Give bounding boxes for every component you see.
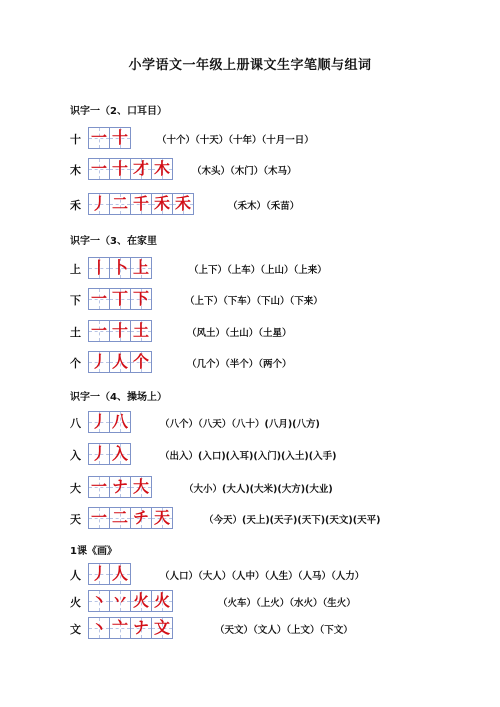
word-combinations: （风土）（土山）（土星） <box>187 328 292 339</box>
stroke-cell: 禾 <box>172 193 194 215</box>
character-label: 八 <box>70 417 81 430</box>
stroke-cell: 木 <box>151 158 173 180</box>
character-label: 木 <box>70 164 81 177</box>
stroke-cell: 一 <box>88 320 110 342</box>
word-combinations: （八个）（八天）（八十）(八月)(八方) <box>160 419 320 430</box>
stroke-cell: 才 <box>130 158 152 180</box>
char-row-xia <box>0 288 500 310</box>
character-label: 十 <box>70 133 81 146</box>
stroke-cell: 丿 <box>88 193 110 215</box>
stroke-cell: 上 <box>130 257 152 279</box>
char-row-ge <box>0 351 500 373</box>
stroke-cell: 人 <box>109 351 131 373</box>
stroke-order-grid <box>88 590 172 612</box>
section-heading-hua: 1课《画》 <box>70 546 117 557</box>
word-combinations: （火车）（上火）（水火）（生火） <box>218 598 356 609</box>
char-row-ru <box>0 443 500 465</box>
stroke-order-grid <box>88 320 151 342</box>
section-heading-cao-chang-shang: 识字一（4、操场上） <box>70 392 167 403</box>
word-combinations: （上下）（上车）（上山）（上来） <box>189 265 327 276</box>
char-row-tian <box>0 507 500 529</box>
word-combinations: （今天）(天上)(天子)(天下)(天文)(天平) <box>204 515 381 526</box>
stroke-cell: 人 <box>109 563 131 585</box>
stroke-order-grid <box>88 257 151 279</box>
character-label: 上 <box>70 263 81 276</box>
character-label: 火 <box>70 596 81 609</box>
stroke-cell: 千 <box>130 193 152 215</box>
stroke-cell: 丶 <box>88 617 110 639</box>
character-label: 大 <box>70 482 81 495</box>
char-row-shi <box>0 127 500 149</box>
stroke-order-grid <box>88 443 130 465</box>
char-row-wen <box>0 617 500 639</box>
stroke-cell: 一 <box>88 476 110 498</box>
stroke-cell: 一 <box>88 507 110 529</box>
stroke-cell: 火 <box>151 590 173 612</box>
char-row-ren <box>0 563 500 585</box>
word-combinations: （木头）（木门）（木马） <box>192 166 297 177</box>
stroke-cell: 一 <box>88 158 110 180</box>
character-label: 文 <box>70 623 81 636</box>
stroke-cell: 卜 <box>109 257 131 279</box>
stroke-cell: 丿 <box>88 351 110 373</box>
stroke-cell: 丿 <box>88 563 110 585</box>
stroke-cell: 丿 <box>88 411 110 433</box>
stroke-cell: 入 <box>109 443 131 465</box>
stroke-cell: 八 <box>109 411 131 433</box>
stroke-cell: 个 <box>130 351 152 373</box>
word-combinations: （大小）(大人)(大米)(大方)(大业) <box>184 484 333 495</box>
stroke-cell: 一 <box>88 127 110 149</box>
word-combinations: （禾木）（禾苗） <box>228 201 300 212</box>
stroke-order-grid <box>88 158 172 180</box>
section-heading-zai-jia-li: 识字一（3、在家里 <box>70 236 157 247</box>
stroke-cell: 天 <box>151 507 173 529</box>
stroke-cell: 丶 <box>88 590 110 612</box>
stroke-order-grid <box>88 411 130 433</box>
character-label: 土 <box>70 326 81 339</box>
word-combinations: （天文）（文人）（上文）（下文） <box>215 625 353 636</box>
stroke-order-grid <box>88 507 172 529</box>
stroke-order-grid <box>88 351 151 373</box>
section-heading-kou-er-mu: 识字一（2、口耳目） <box>70 106 167 117</box>
char-row-mu <box>0 158 500 180</box>
stroke-order-grid <box>88 563 130 585</box>
character-label: 个 <box>70 357 81 370</box>
stroke-cell: 十 <box>109 158 131 180</box>
stroke-cell: 文 <box>151 617 173 639</box>
stroke-cell: 土 <box>130 320 152 342</box>
stroke-cell: 亠 <box>109 617 131 639</box>
character-label: 入 <box>70 449 81 462</box>
stroke-cell: 丨 <box>88 257 110 279</box>
stroke-cell: ナ <box>109 476 131 498</box>
stroke-order-grid <box>88 288 151 310</box>
stroke-cell: 丷 <box>109 590 131 612</box>
character-label: 天 <box>70 513 81 526</box>
word-combinations: （出入）(入口)(入耳)(入门)(入土)(入手) <box>160 451 337 462</box>
stroke-cell: 一 <box>88 288 110 310</box>
stroke-cell: 丅 <box>109 288 131 310</box>
stroke-order-grid <box>88 617 172 639</box>
character-label: 人 <box>70 569 81 582</box>
stroke-order-grid <box>88 476 151 498</box>
char-row-huo <box>0 590 500 612</box>
char-row-shang <box>0 257 500 279</box>
stroke-cell: 二 <box>109 507 131 529</box>
stroke-cell: 大 <box>130 476 152 498</box>
char-row-da <box>0 476 500 498</box>
character-label: 禾 <box>70 199 81 212</box>
stroke-cell: ナ <box>130 617 152 639</box>
word-combinations: （人口）（大人）（人中）（人生）（人马）（人力） <box>160 571 365 582</box>
stroke-cell: 十 <box>109 127 131 149</box>
stroke-cell: 下 <box>130 288 152 310</box>
stroke-order-grid <box>88 127 130 149</box>
stroke-cell: 二 <box>109 193 131 215</box>
char-row-he <box>0 193 500 215</box>
stroke-cell: 十 <box>109 320 131 342</box>
word-combinations: （十个）（十天）（十年）（十月一日） <box>157 135 314 146</box>
stroke-order-grid <box>88 193 193 215</box>
word-combinations: （上下）（下车）（下山）（下来） <box>185 296 323 307</box>
stroke-cell: 丿 <box>88 443 110 465</box>
page-title: 小学语文一年级上册课文生字笔顺与组词 <box>128 58 372 73</box>
stroke-cell: 禾 <box>151 193 173 215</box>
stroke-cell: チ <box>130 507 152 529</box>
char-row-ba <box>0 411 500 433</box>
char-row-tu <box>0 320 500 342</box>
character-label: 下 <box>70 294 81 307</box>
word-combinations: （几个）（半个）（两个） <box>187 359 292 370</box>
stroke-cell: 火 <box>130 590 152 612</box>
